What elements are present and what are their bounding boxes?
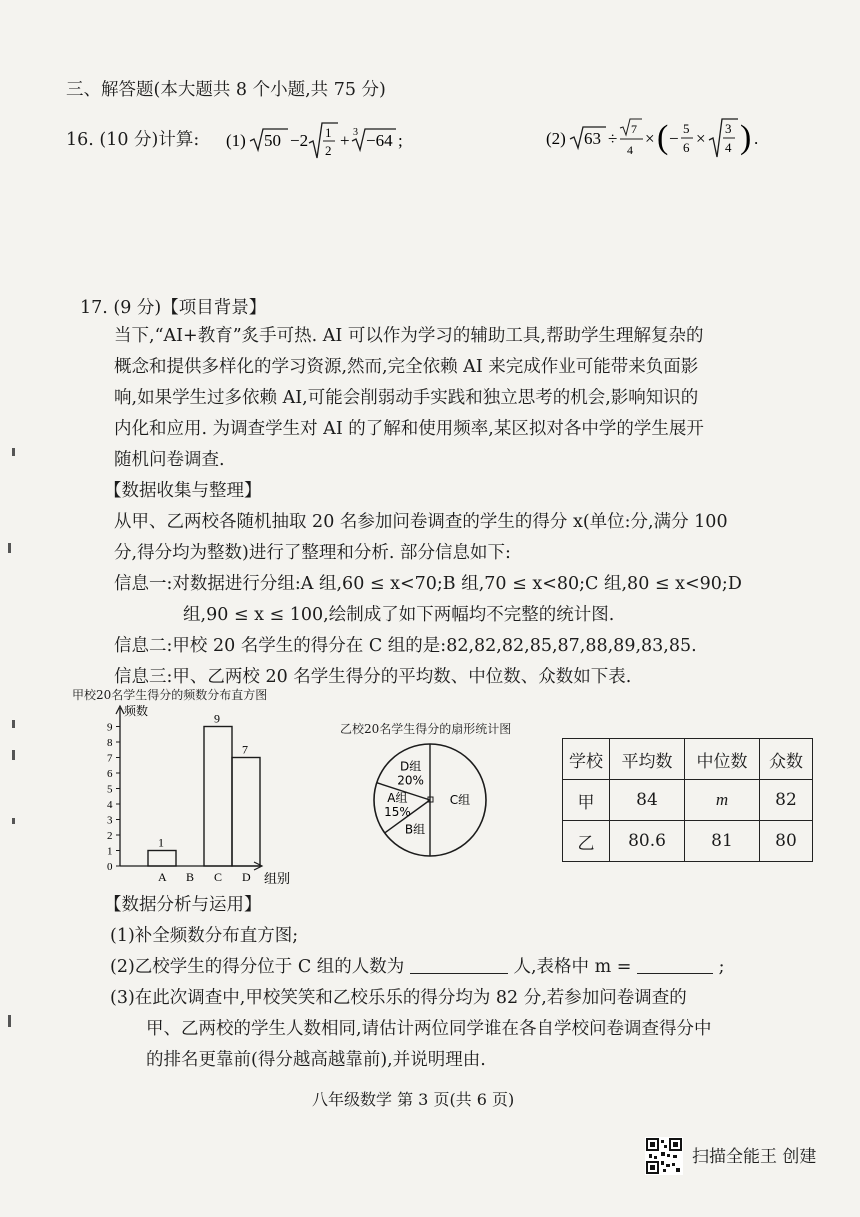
q16-part2-formula <box>546 116 776 162</box>
info3: 信息三:甲、乙两校 20 名学生得分的平均数、中位数、众数如下表. <box>114 667 632 687</box>
x-tick-label: C <box>214 870 223 884</box>
svg-text:3: 3 <box>353 127 358 138</box>
table-header-cell: 中位数 <box>685 739 760 780</box>
y-tick-label: 3 <box>107 814 113 827</box>
q17-label: 17. (9 分)【项目背景】 <box>80 298 267 318</box>
x-tick-label: B <box>186 870 195 884</box>
y-tick-label: 1 <box>107 845 113 858</box>
table-header-cell: 平均数 <box>610 739 685 780</box>
table-cell: 乙 <box>563 821 610 862</box>
info1-line-b: 组,90 ≤ x ≤ 100,绘制成了如下两幅均不完整的统计图. <box>183 605 615 625</box>
svg-text:1: 1 <box>325 125 332 140</box>
x-tick-label: D <box>242 870 251 884</box>
bar-data-label: 7 <box>242 742 248 757</box>
y-tick-label: 4 <box>107 799 113 811</box>
data-text-line: 从甲、乙两校各随机抽取 20 名参加问卷调查的学生的得分 x(单位:分,满分 100 <box>114 512 728 532</box>
info2: 信息二:甲校 20 名学生的得分在 C 组的是:82,82,82,85,87,88,89,83,85. <box>114 636 697 656</box>
pie-slice-label: A组 <box>387 791 408 806</box>
table-row <box>563 780 813 821</box>
answer-blank-c-count[interactable] <box>410 955 508 974</box>
scanner-watermark: 扫描全能王 创建 <box>692 1147 817 1167</box>
statistics-table <box>562 738 813 862</box>
histogram-y-label: 频数 <box>124 704 149 718</box>
histogram-bar <box>232 758 260 867</box>
question-2-text-a: (2)乙校学生的得分位于 C 组的人数为 <box>110 957 405 977</box>
svg-text:.: . <box>754 129 759 148</box>
q16-part2 <box>546 116 776 169</box>
y-tick-label: 2 <box>107 830 113 842</box>
data-heading: 【数据收集与整理】 <box>104 481 262 501</box>
svg-text:3: 3 <box>725 121 732 136</box>
svg-text:+: + <box>340 131 350 150</box>
analysis-heading: 【数据分析与运用】 <box>104 895 262 915</box>
svg-text:×: × <box>696 129 706 148</box>
table-header-cell: 学校 <box>563 739 610 780</box>
data-text-line: 分,得分均为整数)进行了整理和分析. 部分信息如下: <box>114 543 511 563</box>
qr-code-icon <box>645 1137 683 1175</box>
table-cell: 82 <box>760 780 813 821</box>
svg-text:÷: ÷ <box>608 129 618 148</box>
question-3-line: (3)在此次调查中,甲校笑笑和乙校乐乐的得分均为 82 分,若参加问卷调查的 <box>110 988 687 1008</box>
svg-text:4: 4 <box>725 140 732 155</box>
question-2 <box>110 955 724 979</box>
svg-text:2: 2 <box>325 143 332 158</box>
table-cell: m <box>685 780 760 821</box>
section-heading: 三、解答题(本大题共 8 个小题,共 75 分) <box>66 80 386 100</box>
table-row <box>563 821 813 862</box>
background-line: 概念和提供多样化的学习资源,然而,完全依赖 AI 来完成作业可能带来负面影 <box>114 357 699 377</box>
page-footer: 八年级数学 第 3 页(共 6 页) <box>312 1090 515 1109</box>
question-2-text-b: 人,表格中 m = <box>513 957 632 977</box>
histogram-category-labels <box>158 870 251 884</box>
y-tick-label: 6 <box>107 768 113 780</box>
pie-slice-label: D组 <box>399 759 422 774</box>
pie-chart <box>370 740 496 860</box>
svg-text:4: 4 <box>627 143 633 157</box>
bar-data-label: 9 <box>214 711 220 726</box>
histogram-chart <box>78 700 308 886</box>
margin-mark <box>8 543 11 553</box>
svg-text:(: ( <box>657 119 669 156</box>
margin-mark <box>12 750 15 760</box>
answer-blank-m[interactable] <box>637 955 713 974</box>
background-line: 随机问卷调查. <box>114 450 225 470</box>
question-3-line: 的排名更靠前(得分越高越靠前),并说明理由. <box>146 1050 486 1070</box>
histogram-bars <box>148 712 260 867</box>
background-line: 内化和应用. 为调查学生对 AI 的了解和使用频率,某区拟对各中学的学生展开 <box>114 419 704 439</box>
histogram-title: 甲校20名学生得分的频数分布直方图 <box>72 688 268 702</box>
pie-slice-percent: 15% <box>384 805 411 820</box>
question-2-text-c: ; <box>718 957 725 977</box>
table-cell: 81 <box>685 821 760 862</box>
svg-text:(2): (2) <box>546 129 566 148</box>
histogram-y-ticks <box>107 722 120 874</box>
svg-text:−2: −2 <box>290 131 309 150</box>
margin-mark <box>12 818 15 824</box>
margin-mark <box>12 448 15 456</box>
x-tick-label: A <box>158 870 167 884</box>
info1-line-a: 信息一:对数据进行分组:A 组,60 ≤ x<70;B 组,70 ≤ x<80;C 组,80 ≤ x<90;D <box>114 574 742 594</box>
background-line: 当下,“AI+教育”炙手可热. AI 可以作为学习的辅助工具,帮助学生理解复杂的 <box>114 326 704 346</box>
histogram-x-label: 组别 <box>264 872 291 886</box>
svg-text:): ) <box>740 119 752 156</box>
y-tick-label: 5 <box>107 783 113 796</box>
pie-slice-label: C组 <box>449 793 471 807</box>
background-line: 响,如果学生过多依赖 AI,可能会削弱动手实践和独立思考的机会,影响知识的 <box>114 388 699 408</box>
y-tick-label: 7 <box>107 752 113 765</box>
y-tick-label: 8 <box>107 737 113 749</box>
svg-text:(1): (1) <box>226 131 246 150</box>
pie-slice-percent: 20% <box>397 773 424 788</box>
table-header-cell: 众数 <box>760 739 813 780</box>
y-tick-label: 9 <box>107 721 113 734</box>
pie-title: 乙校20名学生得分的扇形统计图 <box>340 722 512 736</box>
histogram-axes <box>116 706 262 870</box>
svg-text:5: 5 <box>683 121 690 136</box>
svg-text:−: − <box>669 129 679 148</box>
y-tick-label: 0 <box>107 861 113 873</box>
svg-text:−64: −64 <box>366 131 393 150</box>
table-header-row <box>563 739 813 780</box>
margin-mark <box>12 720 15 728</box>
svg-text:63: 63 <box>584 129 601 148</box>
svg-text:6: 6 <box>683 140 690 155</box>
pie-slice-label: B组 <box>404 822 426 837</box>
table-cell: 80.6 <box>610 821 685 862</box>
svg-text:50: 50 <box>264 131 281 150</box>
table-cell: 84 <box>610 780 685 821</box>
histogram-bar <box>148 851 176 867</box>
question-3-line: 甲、乙两校的学生人数相同,请估计两位同学谁在各自学校问卷调查得分中 <box>146 1019 712 1039</box>
svg-text:×: × <box>645 129 655 148</box>
q16-part1 <box>226 120 426 169</box>
table-cell: 80 <box>760 821 813 862</box>
bar-data-label: 1 <box>158 835 164 850</box>
svg-text:;: ; <box>398 131 403 150</box>
margin-mark <box>8 1015 11 1027</box>
svg-text:7: 7 <box>631 122 637 136</box>
q16-part1-formula <box>226 120 426 162</box>
q16-label: 16. (10 分)计算: <box>66 130 200 150</box>
histogram-bar <box>204 727 232 867</box>
table-cell: 甲 <box>563 780 610 821</box>
question-1: (1)补全频数分布直方图; <box>110 926 299 946</box>
